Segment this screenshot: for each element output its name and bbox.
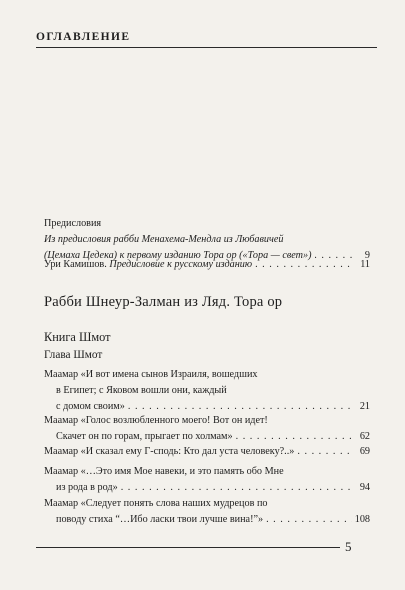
author-name: Ури Камишов. bbox=[44, 259, 107, 270]
toc-entry-line: Маамар «Голос возлюбленного моего! Вот он идет! bbox=[44, 415, 268, 426]
section-title: Рабби Шнеур-Залман из Ляд. Тора ор bbox=[44, 294, 283, 310]
page-number: 21 bbox=[359, 401, 370, 412]
toc-entry-uri-preface[interactable] bbox=[44, 257, 370, 273]
toc-entry-line: Скачет он по горам, прыгает по холмам» bbox=[56, 431, 233, 442]
toc-entry-line: из рода в род» bbox=[56, 482, 118, 493]
prefaces-heading-text: Предисловия bbox=[44, 218, 102, 229]
toc-entry-line: Маамар «Следует понять слова наших мудрецов по bbox=[44, 498, 268, 509]
top-divider bbox=[36, 47, 377, 48]
toc-entry-title: Предисловие к русскому изданию bbox=[109, 259, 253, 270]
toc-entry-line: Из предисловия рабби Менахема-Мендла из Любавичей bbox=[44, 234, 284, 245]
toc-entry-line: Маамар «И вот имена сынов Израиля, вошедших bbox=[44, 369, 258, 380]
toc-entry[interactable] bbox=[44, 367, 370, 415]
dot-leader bbox=[266, 512, 352, 528]
page-number: 108 bbox=[354, 514, 370, 525]
page-number: 9 bbox=[364, 250, 370, 261]
dot-leader bbox=[236, 429, 353, 445]
dot-leader bbox=[297, 444, 353, 460]
book-title: Книга Шмот bbox=[44, 330, 111, 344]
dot-leader bbox=[121, 480, 353, 496]
prefaces-heading bbox=[44, 216, 370, 232]
page-number: 94 bbox=[359, 482, 370, 493]
toc-entry[interactable] bbox=[44, 464, 370, 496]
toc-entry[interactable] bbox=[44, 496, 370, 528]
dot-leader bbox=[255, 257, 353, 273]
page-number: 11 bbox=[360, 259, 370, 270]
page-number: 62 bbox=[359, 431, 370, 442]
page-title: ОГЛАВЛЕНИЕ bbox=[36, 31, 131, 43]
toc-entry-line: поводу стиха “…Ибо ласки твои лучше вина!”» bbox=[56, 514, 264, 525]
page-number: 69 bbox=[359, 446, 370, 457]
folio-number: 5 bbox=[345, 539, 352, 554]
toc-entry-line: Маамар «И сказал ему Г-сподь: Кто дал уста человеку?..» bbox=[44, 446, 295, 457]
toc-entry-line: в Египет; с Яковом вошли они, каждый bbox=[56, 385, 227, 396]
toc-entry-line: (Цемаха Цедека) к первому изданию Тора ор («Тора — свет») bbox=[44, 250, 312, 261]
toc-entry-line: с домом своим» bbox=[56, 401, 125, 412]
toc-entry[interactable] bbox=[44, 444, 370, 460]
toc-entry-line: Маамар «…Это имя Мое навеки, и это память обо Мне bbox=[44, 466, 284, 477]
bottom-divider bbox=[36, 547, 340, 548]
toc-entry[interactable] bbox=[44, 413, 370, 445]
chapter-title: Глава Шмот bbox=[44, 349, 103, 361]
